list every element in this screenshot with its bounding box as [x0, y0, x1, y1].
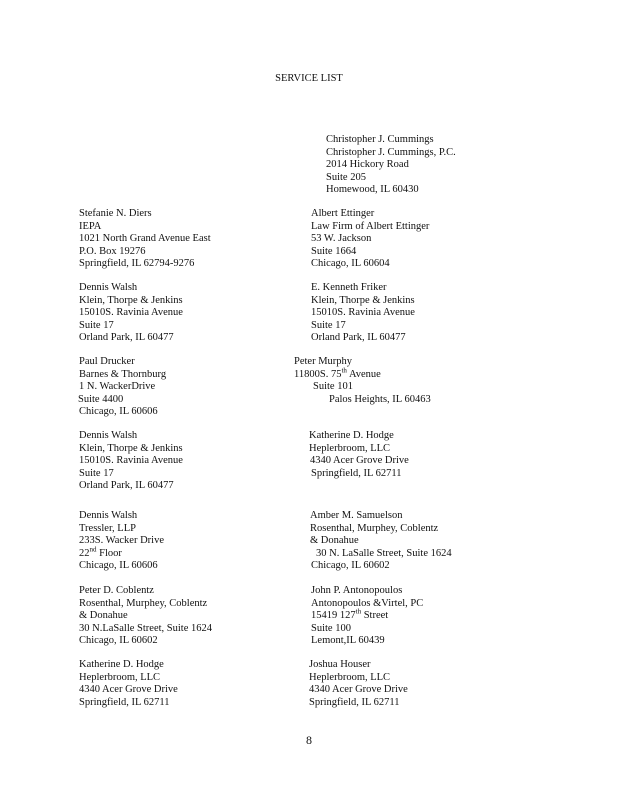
entry-line: Heplerbroom, LLC: [309, 442, 391, 454]
service-entry-ettinger: [311, 208, 429, 271]
address-text: Street: [361, 610, 389, 622]
entry-line: Tressler, LLP: [79, 522, 136, 534]
entry-line: Chicago, IL 60606: [79, 406, 158, 418]
entry-line: Albert Ettinger: [311, 208, 375, 219]
entry-line: Springfield, IL 62794-9276: [79, 258, 195, 270]
service-entry-samuelson: [310, 510, 452, 573]
page-number: 8: [306, 733, 312, 747]
entry-line: Lemont,IL 60439: [311, 635, 385, 647]
entry-line: Suite 17: [79, 319, 114, 331]
entry-line: 53 W. Jackson: [311, 233, 372, 245]
service-entry-hodge-1: [309, 430, 408, 480]
entry-line: 233S. Wacker Drive: [79, 535, 164, 547]
entry-line: & Donahue: [79, 610, 128, 622]
entry-line: Orland Park, IL 60477: [79, 332, 174, 344]
service-entry-diers: [79, 208, 211, 271]
entry-line: 15010S. Ravinia Avenue: [311, 307, 415, 319]
entry-line: 1 N. WackerDrive: [79, 381, 156, 393]
entry-line: Homewood, IL 60430: [326, 184, 419, 196]
entry-line: Katherine D. Hodge: [79, 659, 164, 670]
ordinal-suffix: th: [341, 366, 347, 375]
entry-line: Heplerbroom, LLC: [79, 671, 161, 683]
entry-line: Dennis Walsh: [79, 282, 138, 293]
ordinal-suffix: th: [355, 607, 362, 616]
address-text: 11800S. 75: [294, 368, 342, 380]
service-entry-walsh-2: [79, 430, 183, 493]
entry-line: Chicago, IL 60604: [311, 258, 390, 270]
entry-line: Springfield, IL 62711: [309, 696, 400, 708]
entry-line: Christopher J. Cummings: [326, 134, 434, 145]
entry-line: Peter Murphy: [294, 356, 353, 367]
entry-line: P.O. Box 19276: [79, 245, 146, 257]
entry-line: & Donahue: [310, 535, 359, 547]
page-title: SERVICE LIST: [275, 73, 343, 84]
entry-line: Rosenthal, Murphey, Coblentz: [310, 522, 439, 534]
entry-line: John P. Antonopoulos: [311, 585, 403, 596]
service-entry-walsh-1: [79, 282, 183, 345]
entry-line: 30 N. LaSalle Street, Suite 1624: [316, 547, 452, 559]
entry-line: Chicago, IL 60602: [311, 560, 390, 572]
entry-line: Chicago, IL 60602: [79, 635, 158, 647]
ordinal-suffix: nd: [89, 545, 97, 554]
entry-line: Palos Heights, IL 60463: [329, 393, 431, 405]
entry-line: Chicago, IL 60606: [79, 560, 158, 572]
entry-line: Barnes & Thornburg: [79, 368, 167, 380]
service-entry-walsh-3: [79, 510, 164, 573]
entry-line: Law Firm of Albert Ettinger: [311, 220, 430, 232]
entry-line: Heplerbroom, LLC: [309, 671, 391, 683]
entry-line: Orland Park, IL 60477: [311, 332, 406, 344]
service-entry-hodge-2: [79, 659, 178, 709]
entry-line: Suite 205: [326, 171, 366, 183]
entry-line: Klein, Thorpe & Jenkins: [311, 294, 415, 306]
entry-line: Springfield, IL 62711: [79, 696, 170, 708]
entry-line: Suite 17: [79, 467, 114, 479]
entry-line: Katherine D. Hodge: [309, 430, 394, 441]
service-entry-antonopoulos: [311, 585, 423, 648]
entry-line: 2014 Hickory Road: [326, 159, 409, 171]
entry-line: 1021 North Grand Avenue East: [79, 233, 211, 245]
entry-line: Klein, Thorpe & Jenkins: [79, 294, 183, 306]
entry-line: 15010S. Ravinia Avenue: [79, 455, 183, 467]
entry-line: IEPA: [79, 220, 102, 232]
entry-line: Klein, Thorpe & Jenkins: [79, 442, 183, 454]
floor-text: Floor: [96, 547, 122, 559]
entry-line: Suite 4400: [78, 393, 124, 405]
service-entry-drucker: [79, 356, 166, 419]
entry-line: Suite 17: [311, 319, 346, 331]
entry-line: Suite 101: [313, 381, 353, 393]
entry-line: 4340 Acer Grove Drive: [79, 684, 178, 696]
entry-line: Suite 1664: [311, 245, 357, 257]
entry-line: Peter D. Coblentz: [79, 585, 154, 596]
floor-text: 22: [79, 547, 90, 559]
service-entry-murphy: [294, 356, 431, 406]
entry-line: Paul Drucker: [79, 356, 135, 367]
entry-line-floor: [79, 545, 164, 561]
entry-line: Amber M. Samuelson: [310, 510, 403, 521]
entry-line-address: [311, 607, 423, 623]
entry-line: Joshua Houser: [309, 659, 371, 670]
entry-line: 4340 Acer Grove Drive: [309, 684, 408, 696]
service-entry-cummings: [326, 134, 456, 197]
entry-line: Dennis Walsh: [79, 510, 138, 521]
service-entry-friker: [311, 282, 415, 345]
entry-line: Springfield, IL 62711: [311, 467, 402, 479]
service-entry-coblentz: [79, 585, 212, 648]
entry-line: Antonopoulos &Virtel, PC: [311, 597, 424, 609]
address-text: Avenue: [346, 368, 381, 380]
entry-line: Christopher J. Cummings, P.C.: [326, 146, 456, 158]
entry-line: 30 N.LaSalle Street, Suite 1624: [79, 622, 212, 634]
address-text: 15419 127: [311, 610, 356, 622]
entry-line: 15010S. Ravinia Avenue: [79, 307, 183, 319]
entry-line: Stefanie N. Diers: [79, 208, 152, 219]
entry-line: Dennis Walsh: [79, 430, 138, 441]
entry-line: 4340 Acer Grove Drive: [310, 455, 409, 467]
entry-line: Suite 100: [311, 622, 351, 634]
service-entry-houser: [309, 659, 408, 709]
entry-line: E. Kenneth Friker: [311, 282, 387, 293]
entry-line-address: [294, 366, 396, 382]
entry-line: Orland Park, IL 60477: [79, 480, 174, 492]
entry-line: Rosenthal, Murphey, Coblentz: [79, 597, 208, 609]
